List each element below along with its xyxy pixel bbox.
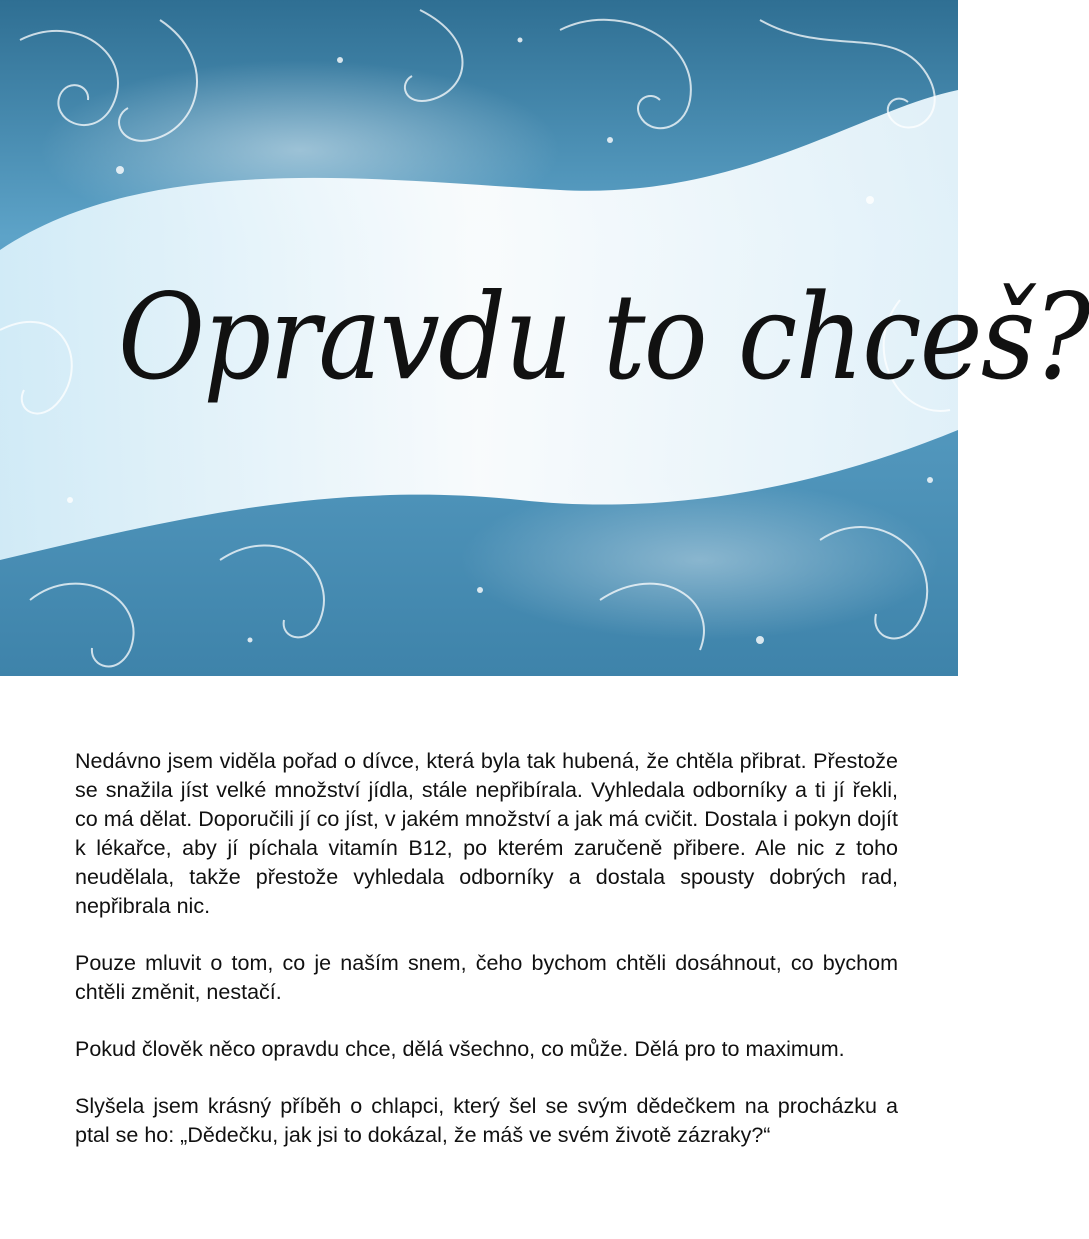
paragraph: Nedávno jsem viděla pořad o dívce, která byla tak hubená, že chtěla přibrat. Přestože se snažila jíst velké množství jídla, stále nepřibírala. Vyhledala odborníky a ti jí řekli, co má dělat. Doporučili jí co jíst, v jakém množství a jak má cvičit. Dostala i pokyn dojít k lékařce, aby jí píchala vitamín B12, po kterém zaručeně přibere. Ale nic z toho neudělala, takže přestože vyhledala odborníky a dostala spousty dobrých rad, nepřibrala nic. <box>75 749 898 918</box>
paragraph: Pokud člověk něco opravdu chce, dělá všechno, co může. Dělá pro to maximum. <box>75 1037 845 1061</box>
paragraph: Slyšela jsem krásný příběh o chlapci, který šel se svým dědečkem na procházku a ptal se ho: „Dědečku, jak jsi to dokázal, že máš ve svém životě zázraky?“ <box>75 1094 898 1147</box>
article-body <box>75 747 898 1178</box>
paragraph: Pouze mluvit o tom, co je naším snem, čeho bychom chtěli dosáhnout, co bychom chtěli změnit, nestačí. <box>75 951 898 1004</box>
page-title: Opravdu to chceš? <box>118 268 1089 406</box>
